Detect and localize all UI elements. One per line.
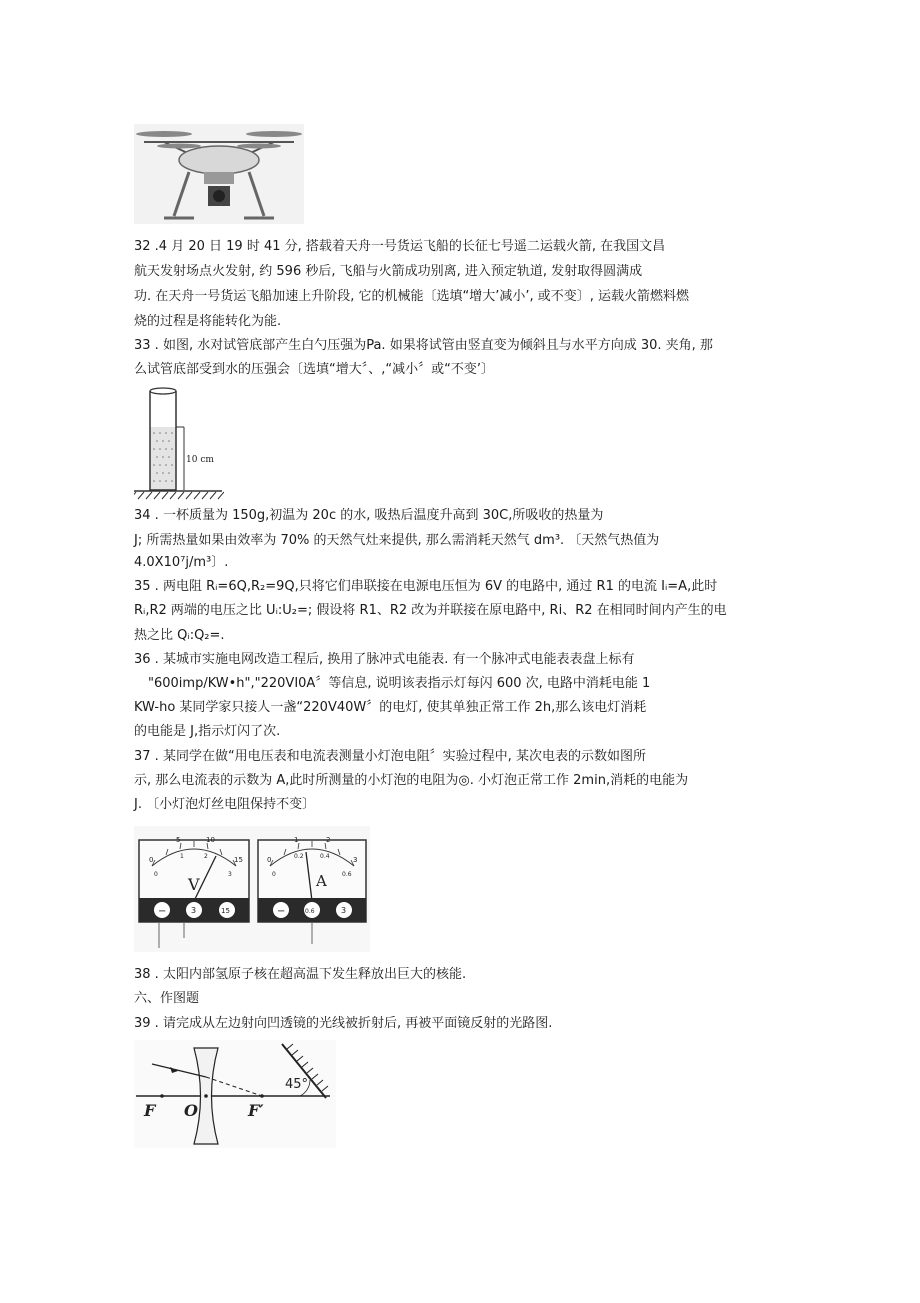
q32-line-2: 航天发射场点火发射, 约 596 秒后, 飞船与火箭成功别离, 进入预定轨道, 发射取得圆满成 bbox=[134, 264, 643, 279]
q35-line-1: 35 . 两电阻 Rᵢ=6Q,R₂=9Q,只将它们串联接在电源电压恒为 6V 的电路中, 通过 R1 的电流 Iᵢ=A,此时 bbox=[134, 579, 718, 594]
volt-terminal-3: 3 bbox=[191, 906, 197, 915]
volt-tick-low-0: 0 bbox=[154, 871, 158, 878]
q34-line-2: J; 所需热量如果由效率为 70% 的天然气灶来提供, 那么需消耗天然气 dm³. 〔天然气热值为 bbox=[134, 533, 660, 548]
q39-line-1: 39 . 请完成从左边射向凹透镜的光线被折射后, 再被平面镜反射的光路图. bbox=[134, 1016, 553, 1031]
focus-right-label: F′ bbox=[248, 1101, 264, 1120]
q36-line-3: KW-ho 某同学家只接人一盏“220V40W〞的电灯, 使其单独正常工作 2h,那么该电灯消耗 bbox=[134, 700, 647, 715]
amp-tick-1: 1 bbox=[294, 836, 299, 844]
volt-tick-low-1: 1 bbox=[180, 853, 184, 860]
q36-line-1: 36 . 某城市实施电网改造工程后, 换用了脉冲式电能表. 有一个脉冲式电能表表盘上标有 bbox=[134, 652, 635, 667]
q37-line-2: 示, 那么电流表的示数为 A,此时所测量的小灯泡的电阻为◎. 小灯泡正常工作 2min,消耗的电能为 bbox=[134, 773, 689, 788]
amp-terminal-neg: − bbox=[277, 906, 286, 917]
amp-terminal-3: 3 bbox=[341, 906, 347, 915]
q36-line-4: 的电能是 J,指示灯闪了次. bbox=[134, 724, 281, 739]
q33-line-2: 么试管底部受到水的压强会〔选填“增大〞、,“减小〞或“不变’〕 bbox=[134, 362, 494, 377]
volt-tick-low-3: 3 bbox=[228, 871, 232, 878]
q32-line-3: 功. 在天舟一号货运飞船加速上升阶段, 它的机械能〔选填“增大’减小’, 或不变〕, 运载火箭燃料燃 bbox=[134, 289, 690, 304]
amp-terminal-06: 0.6 bbox=[305, 908, 315, 915]
drone-figure bbox=[134, 124, 304, 224]
q35-line-3: 热之比 Qᵢ:Q₂=. bbox=[134, 628, 225, 643]
volt-tick-15: 15 bbox=[234, 856, 243, 864]
q32-line-4: 烧的过程是将能转化为能. bbox=[134, 314, 282, 329]
q34-line-1: 34 . 一杯质量为 150g,初温为 20c 的水, 吸热后温度升高到 30C,所吸收的热量为 bbox=[134, 508, 604, 523]
volt-letter: V bbox=[188, 875, 200, 894]
volt-terminal-15: 15 bbox=[221, 907, 230, 915]
section-title: 六、作图题 bbox=[134, 991, 200, 1006]
tube-height-label: 10 cm bbox=[186, 455, 214, 465]
amp-letter: A bbox=[316, 872, 327, 890]
amp-tick-low-02: 0.2 bbox=[294, 853, 304, 860]
optical-center-label: O bbox=[184, 1101, 198, 1120]
volt-tick-low-2: 2 bbox=[204, 853, 208, 860]
amp-tick-low-04: 0.4 bbox=[320, 853, 330, 860]
optics-figure bbox=[134, 1040, 336, 1148]
q34-line-3: 4.0X10⁷j/m³〕. bbox=[134, 555, 229, 570]
q33-line-1: 33 . 如图, 水对试管底部产生白勺压强为Pa. 如果将试管由竖直变为倾斜且与水平方向成 30. 夹角, 那 bbox=[134, 338, 713, 353]
amp-tick-low-0: 0 bbox=[272, 871, 276, 878]
amp-tick-0: 0 bbox=[267, 856, 272, 864]
volt-terminal-neg: − bbox=[158, 906, 167, 917]
q37-line-3: J. 〔小灯泡灯丝电阻保持不变〕 bbox=[134, 797, 316, 812]
q37-line-1: 37 . 某同学在做“用电压表和电流表测量小灯泡电阻〞实验过程中, 某次电表的示数如图所 bbox=[134, 749, 646, 764]
angle-label: 45° bbox=[285, 1077, 309, 1092]
meters-figure bbox=[134, 826, 370, 952]
focus-left-label: F bbox=[144, 1101, 156, 1120]
volt-tick-5: 5 bbox=[176, 836, 181, 844]
amp-tick-2: 2 bbox=[326, 836, 331, 844]
test-tube-figure bbox=[134, 383, 224, 501]
amp-tick-3: 3 bbox=[353, 856, 358, 864]
amp-tick-low-06: 0.6 bbox=[342, 871, 352, 878]
q36-line-2: "600imp/KW•h","220VI0A〞等信息, 说明该表指示灯每闪 600 次, 电路中消耗电能 1 bbox=[148, 676, 651, 691]
q35-line-2: Rᵢ,R2 两端的电压之比 Uᵢ:U₂=; 假设将 R1、R2 改为并联接在原电路中, Ri、R2 在相同时间内产生的电 bbox=[134, 603, 727, 618]
volt-tick-0: 0 bbox=[149, 856, 154, 864]
volt-tick-10: 10 bbox=[206, 836, 215, 844]
q32-line-1: 32 .4 月 20 日 19 时 41 分, 搭载着天舟一号货运飞船的长征七号遥二运载火箭, 在我国文昌 bbox=[134, 239, 666, 254]
q38-line-1: 38 . 太阳内部氢原子核在超高温下发生释放出巨大的核能. bbox=[134, 967, 467, 982]
